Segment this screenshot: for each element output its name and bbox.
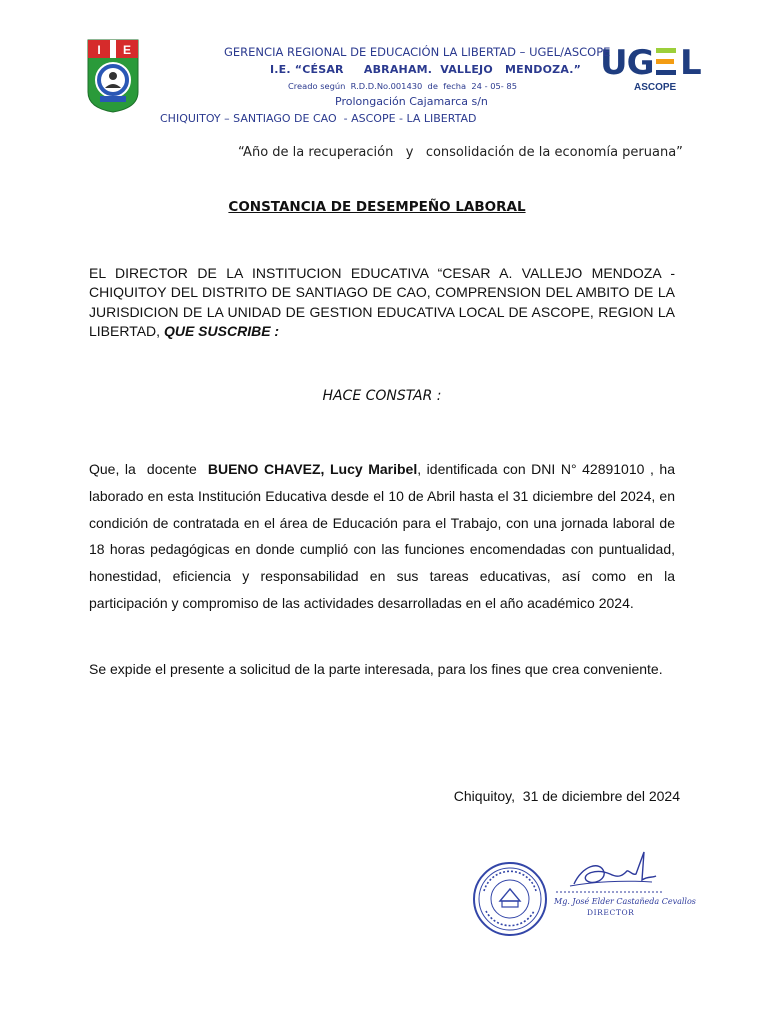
header-regional-office: GERENCIA REGIONAL DE EDUCACIÓN LA LIBERTAD – UGEL/ASCOPE xyxy=(224,45,611,59)
place-and-date: Chiquitoy, 31 de diciembre del 2024 xyxy=(453,788,680,804)
header-location: CHIQUITOY – SANTIAGO DE CAO - ASCOPE - LA LIBERTAD xyxy=(160,112,477,125)
hace-constar-heading: HACE CONSTAR : xyxy=(322,388,442,404)
body-rest: , identificada con DNI N° 42891010 , ha laborado en esta Institución Educativa desde el 10 de Abril hasta el 31 diciembre del 2024, en condición de contratada en el área de Educación para el Trabajo, con una jornada laboral de 18 horas pedagógicas en donde cumplió con las funciones encomendadas con puntualidad, honestidad, eficiencia y responsabilidad en sus tareas educativas, así como en la participación y compromiso de las actividades desarrolladas en el año académico 2024. xyxy=(89,461,675,611)
crest-letter-i: I xyxy=(97,43,101,57)
certification-paragraph xyxy=(89,456,675,617)
teacher-name: BUENO CHAVEZ, Lucy Maribel xyxy=(207,461,418,477)
director-name: Mg. José Elder Castañeda Cevallos xyxy=(554,897,696,906)
year-motto: “Año de la recuperación y consolidación de la economía peruana” xyxy=(238,145,683,160)
intro-paragraph xyxy=(89,264,675,341)
closing-paragraph: Se expide el presente a solicitud de la parte interesada, para los fines que crea conveniente. xyxy=(89,661,663,677)
svg-text:UG: UG xyxy=(600,43,654,83)
body-prefix: Que, la docente xyxy=(89,461,208,477)
official-stamp xyxy=(472,861,548,937)
intro-emphasis: QUE SUSCRIBE : xyxy=(163,322,280,339)
header-address: Prolongación Cajamarca s/n xyxy=(335,95,488,108)
school-crest-logo xyxy=(86,38,140,114)
svg-text:L: L xyxy=(680,43,702,83)
ugel-ascope-logo xyxy=(598,42,706,94)
document-title: CONSTANCIA DE DESEMPEÑO LABORAL xyxy=(228,199,526,215)
director-role: DIRECTOR xyxy=(587,908,635,917)
header-creation-resolution: Creado según R.D.D.No.001430 de fecha 24 - 05- 85 xyxy=(288,81,517,91)
ugel-logo-subtitle: ASCOPE xyxy=(634,82,677,93)
intro-text: EL DIRECTOR DE LA INSTITUCION EDUCATIVA “CESAR A. VALLEJO MENDOZA - CHIQUITOY DEL DISTRITO DE SANTIAGO DE CAO, COMPRENSION DEL AMBITO DE LA JURISDICION DE LA UNIDAD DE GESTION EDUCATIVA LOCAL DE ASCOPE, REGION LA LIBERTAD, xyxy=(89,265,675,339)
header-school-name: I.E. “CÉSAR ABRAHAM. VALLEJO MENDOZA.” xyxy=(270,63,582,76)
crest-letter-e: E xyxy=(122,43,132,57)
